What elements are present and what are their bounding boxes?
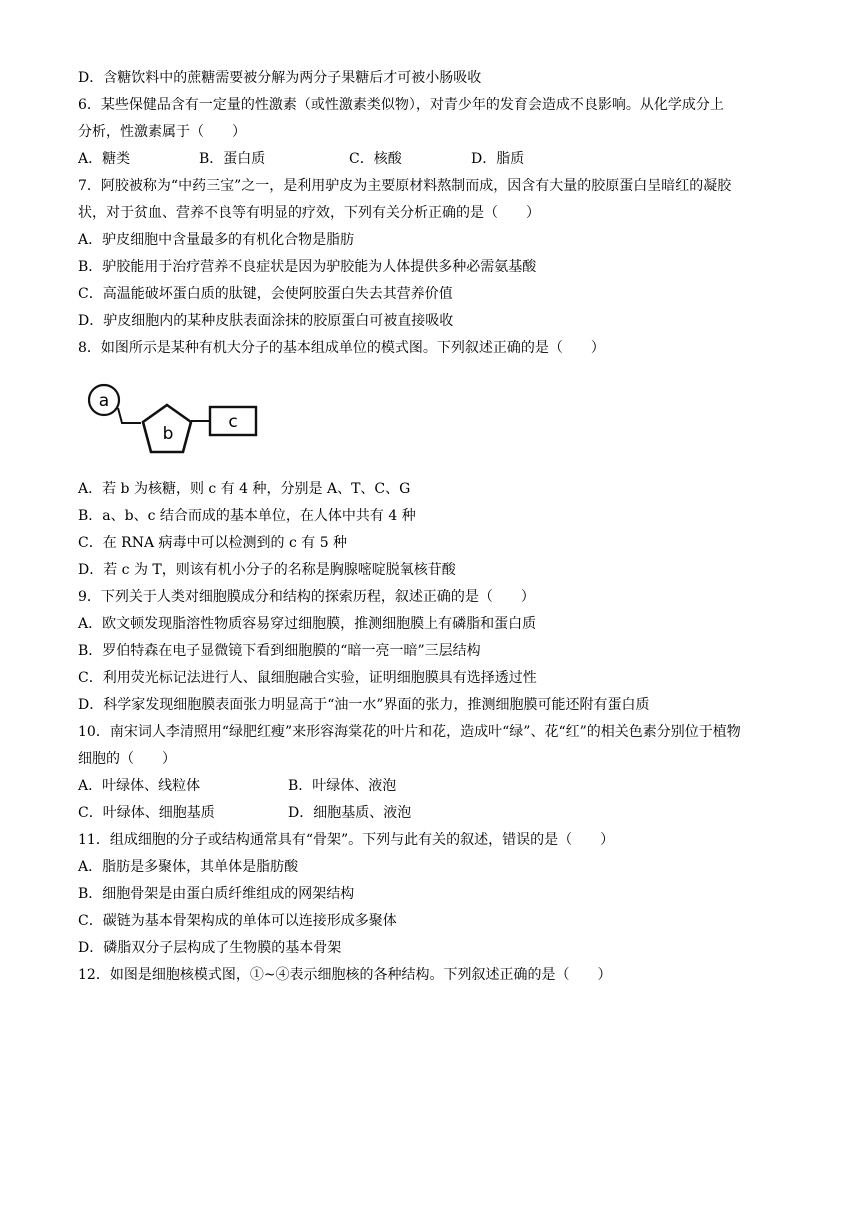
q5-option-d: D．含糖饮料中的蔗糖需要被分解为两分子果糖后才可被小肠吸收	[78, 70, 482, 86]
q12-stem: 12．如图是细胞核模式图，①~④表示细胞核的各种结构。下列叙述正确的是（ ）	[78, 967, 612, 983]
q7-option-c: C．高温能破坏蛋白质的肽键，会使阿胶蛋白失去其营养价值	[78, 286, 453, 302]
q6-option-a: A．糖类	[78, 151, 131, 167]
q7-option-b: B．驴胶能用于治疗营养不良症状是因为驴胶能为人体提供多种必需氨基酸	[78, 259, 537, 275]
q8-option-c: C．在 RNA 病毒中可以检测到的 c 有 5 种	[78, 535, 348, 551]
q6-option-b: B．蛋白质	[199, 151, 266, 167]
q9-option-c: C．利用荧光标记法进行人、鼠细胞融合实验，证明细胞膜具有选择透过性	[78, 670, 537, 686]
q11-stem: 11．组成细胞的分子或结构通常具有“骨架”。下列与此有关的叙述，错误的是（ ）	[78, 832, 615, 848]
q11-option-a: A．脂肪是多聚体，其单体是脂肪酸	[78, 859, 299, 875]
q10-stem-line-1: 10．南宋词人李清照用“绿肥红瘦”来形容海棠花的叶片和花，造成叶“绿”、花“红”的相关色素分别位于植物	[78, 724, 741, 740]
q10-option-a: A．叶绿体、线粒体	[78, 778, 201, 794]
q10-stem-line-2: 细胞的（ ）	[78, 751, 176, 767]
q8-option-b: B．a、b、c 结合而成的基本单位，在人体中共有 4 种	[78, 508, 416, 524]
q11-option-c: C．碳链为基本骨架构成的单体可以连接形成多聚体	[78, 913, 397, 929]
q7-option-d: D．驴皮细胞内的某种皮肤表面涂抹的胶原蛋白可被直接吸收	[78, 313, 454, 329]
q11-option-b: B．细胞骨架是由蛋白质纤维组成的网架结构	[78, 886, 355, 902]
q8-option-d: D．若 c 为 T，则该有机小分子的名称是胸腺嘧啶脱氧核苷酸	[78, 562, 456, 578]
q8-stem: 8．如图所示是某种有机大分子的基本组成单位的模式图。下列叙述正确的是（ ）	[78, 340, 605, 356]
q6-stem-line-1: 6．某些保健品含有一定量的性激素（或性激素类似物），对青少年的发育会造成不良影响。从化学成分上	[78, 97, 724, 113]
label-c: c	[228, 412, 238, 432]
q7-stem-line-1: 7．阿胶被称为“中药三宝”之一，是利用驴皮为主要原材料熬制而成，因含有大量的胶原蛋白呈暗红的凝胶	[78, 178, 732, 194]
label-a: a	[98, 391, 110, 411]
q10-option-b: B．叶绿体、液泡	[288, 778, 397, 794]
q10-options-row-1	[78, 776, 798, 796]
q9-option-a: A．欧文顿发现脂溶性物质容易穿过细胞膜，推测细胞膜上有磷脂和蛋白质	[78, 616, 537, 632]
phosphate-sugar-bond	[118, 408, 141, 423]
q8-option-a: A．若 b 为核糖，则 c 有 4 种，分别是 A、T、C、G	[78, 481, 411, 497]
q6-option-c: C．核酸	[349, 151, 402, 167]
q10-option-d: D．细胞基质、液泡	[288, 805, 412, 821]
q7-stem-line-2: 状，对于贫血、营养不良等有明显的疗效，下列有关分析正确的是（ ）	[78, 205, 540, 221]
q9-stem: 9．下列关于人类对细胞膜成分和结构的探索历程，叙述正确的是（ ）	[78, 589, 535, 605]
q6-options	[78, 149, 798, 169]
nucleotide-figure	[84, 380, 274, 465]
label-b: b	[162, 424, 174, 444]
q10-option-c: C．叶绿体、细胞基质	[78, 805, 215, 821]
q10-options-row-2	[78, 803, 798, 823]
q6-stem-line-2: 分析，性激素属于（ ）	[78, 124, 246, 140]
q6-option-d: D．脂质	[471, 151, 525, 167]
q9-option-d: D．科学家发现细胞膜表面张力明显高于“油一水”界面的张力，推测细胞膜可能还附有蛋白质	[78, 697, 650, 713]
q7-option-a: A．驴皮细胞中含量最多的有机化合物是脂肪	[78, 232, 355, 248]
q9-option-b: B．罗伯特森在电子显微镜下看到细胞膜的“暗一亮一暗”三层结构	[78, 643, 481, 659]
q11-option-d: D．磷脂双分子层构成了生物膜的基本骨架	[78, 940, 342, 956]
